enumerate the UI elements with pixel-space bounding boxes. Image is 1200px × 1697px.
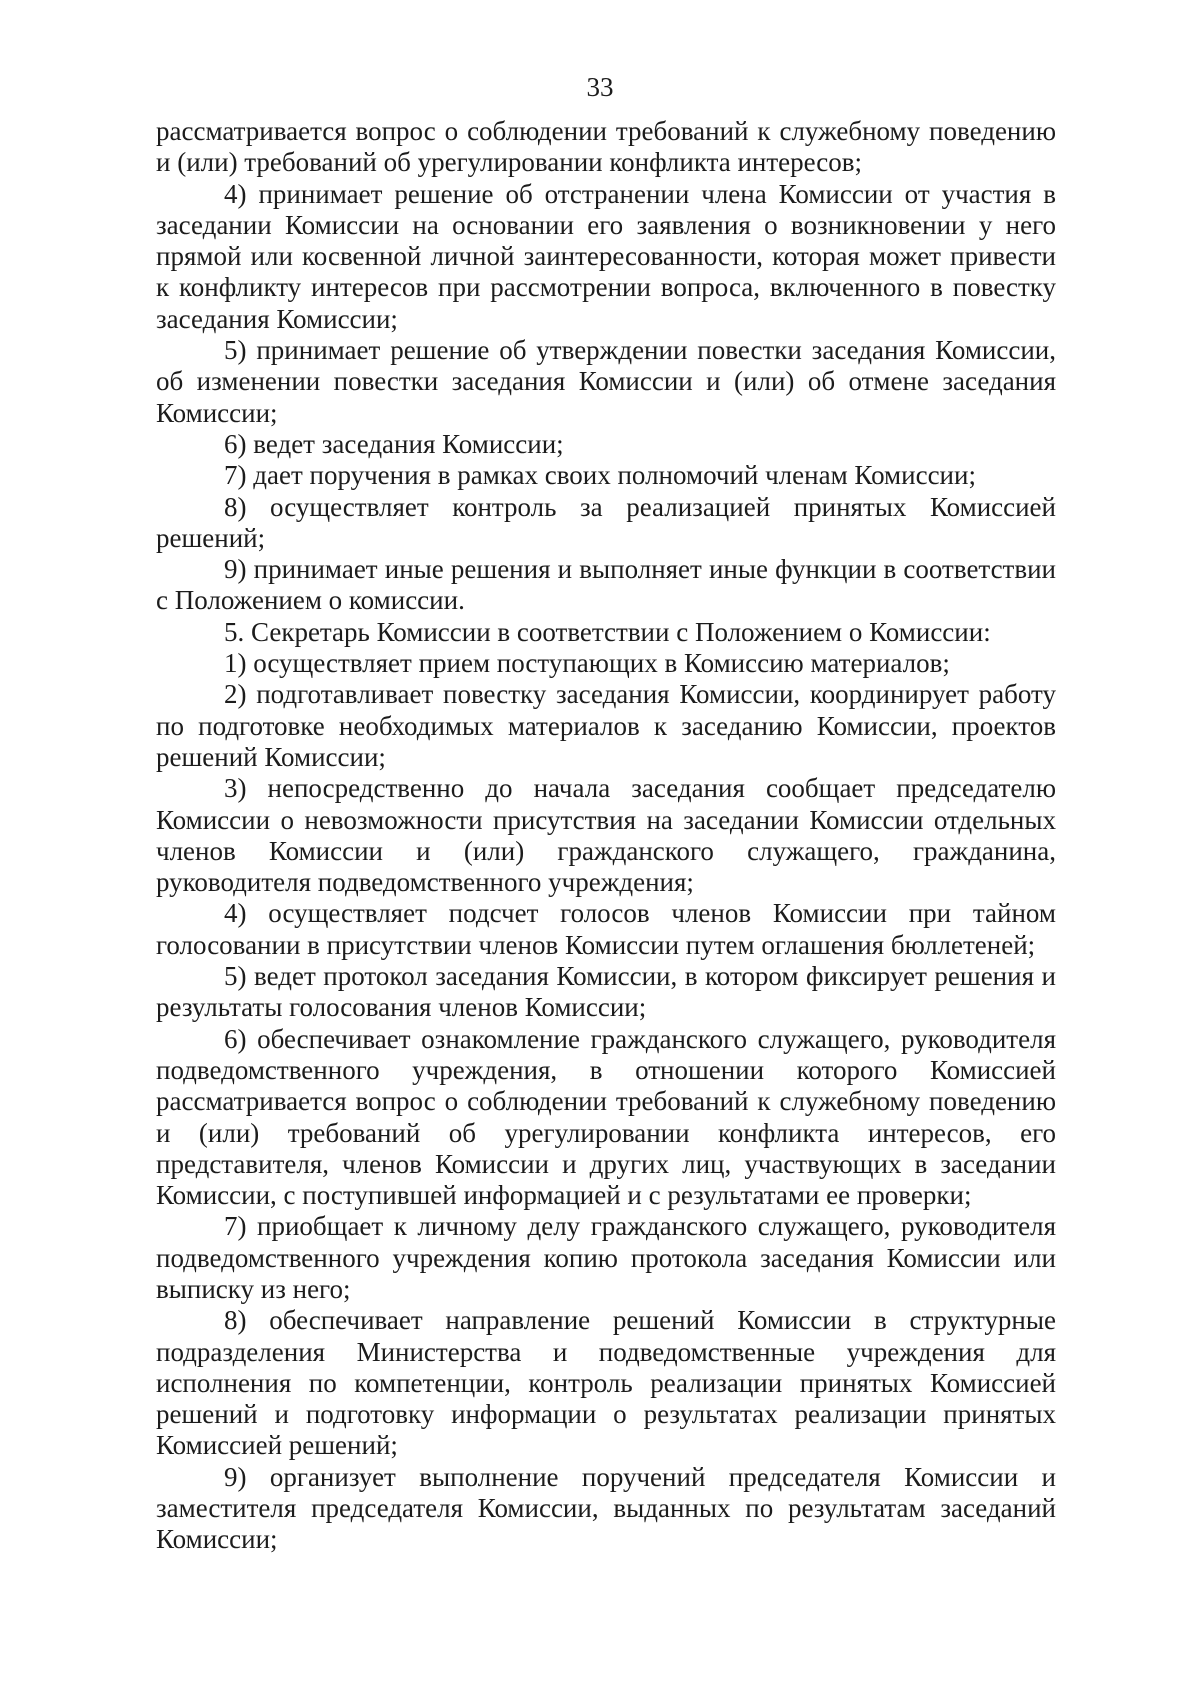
- paragraph: 6) ведет заседания Комиссии;: [224, 428, 564, 459]
- paragraph: 9) организует выполнение поручений председателя Комиссии и заместителя председателя Комиссии, выданных по результатам заседаний Комиссии;: [156, 1461, 1056, 1555]
- paragraph: 5) ведет протокол заседания Комиссии, в котором фиксирует решения и результаты голосования членов Комиссии;: [156, 961, 1056, 1023]
- paragraph: 6) обеспечивает ознакомление гражданского служащего, руководителя подведомственного учреждения, в отношении которого Комиссией рассматривается вопрос о соблюдении требований к служебному поведению и (или) требований об урегулировании конфликта интересов, его представителя, членов Комиссии и других лиц, участвующих в заседании Комиссии, с поступившей информацией и с результатами ее проверки;: [156, 1023, 1056, 1211]
- paragraph: 7) дает поручения в рамках своих полномочий членам Комиссии;: [224, 460, 976, 491]
- paragraph: 1) осуществляет прием поступающих в Комиссию материалов;: [224, 648, 950, 679]
- paragraph: рассматривается вопрос о соблюдении требований к служебному поведению и (или) требований об урегулировании конфликта интересов;: [156, 116, 1056, 178]
- paragraph: 8) осуществляет контроль за реализацией принятых Комиссией решений;: [156, 491, 1056, 553]
- paragraph: 9) принимает иные решения и выполняет иные функции в соответствии с Положением о комиссии.: [156, 554, 1056, 616]
- paragraph: 3) непосредственно до начала заседания сообщает председателю Комиссии о невозможности присутствия на заседании Комиссии отдельных членов Комиссии и (или) гражданского служащего, гражданина, руководителя подведомственного учреждения;: [156, 773, 1056, 898]
- paragraph: 7) приобщает к личному делу гражданского служащего, руководителя подведомственного учреждения копию протокола заседания Комиссии или выписку из него;: [156, 1211, 1056, 1304]
- document-body: [156, 116, 1056, 1556]
- paragraph: 5. Секретарь Комиссии в соответствии с Положением о Комиссии:: [224, 616, 991, 647]
- paragraph: 2) подготавливает повестку заседания Комиссии, координирует работу по подготовке необходимых материалов к заседанию Комиссии, проектов решений Комиссии;: [156, 679, 1056, 772]
- paragraph: 4) принимает решение об отстранении члена Комиссии от участия в заседании Комиссии на основании его заявления о возникновении у него прямой или косвенной личной заинтересованности, которая может привести к конфликту интересов при рассмотрении вопроса, включенного в повестку заседания Комиссии;: [156, 178, 1056, 334]
- paragraph: 5) принимает решение об утверждении повестки заседания Комиссии, об изменении повестки заседания Комиссии и (или) об отмене заседания Комиссии;: [156, 335, 1056, 428]
- paragraph: 8) обеспечивает направление решений Комиссии в структурные подразделения Министерства и подведомственные учреждения для исполнения по компетенции, контроль реализации принятых Комиссией решений и подготовку информации о результатах реализации принятых Комиссией решений;: [156, 1305, 1056, 1461]
- page-number: 33: [586, 72, 614, 102]
- paragraph: 4) осуществляет подсчет голосов членов Комиссии при тайном голосовании в присутствии членов Комиссии путем оглашения бюллетеней;: [156, 898, 1056, 960]
